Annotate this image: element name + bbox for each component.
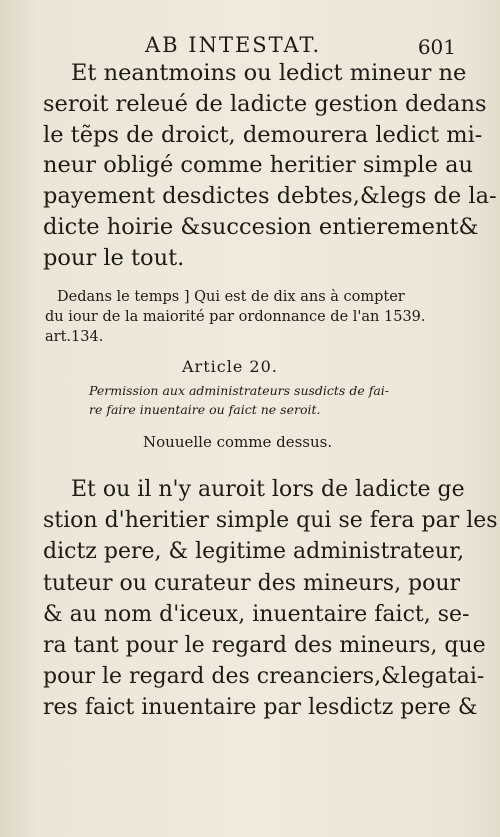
article-heading: Article 20. [182,357,278,376]
article-rubric [89,381,449,419]
text-line: pour le regard des creanciers,&legatai- [43,664,485,690]
text-line: le tẽps de droict, demourera ledict mi- [43,121,483,148]
marginal-note [45,287,465,347]
running-head: AB INTESTAT. [145,33,322,57]
text-line: stion d'heritier simple qui se fera par les [43,508,498,534]
rubric-line: re faire inuentaire ou faict ne seroit. [89,402,321,417]
text-line: & au nom d'iceux, inuentaire faict, se- [43,601,470,627]
note-line: du iour de la maiorité par ordonnance de l'an 1539. [45,309,426,325]
rubric-line: Permission aux administrateurs susdicts de fai- [89,383,389,398]
text-line: dictz pere, & legitime administrateur, [43,539,465,565]
text-line: seroit releué de ladicte gestion dedans [43,90,487,117]
text-line: Et ou il n'y auroit lors de ladicte ge [71,477,465,502]
text-line: res faict inuentaire par lesdictz pere & [43,695,478,721]
text-line: ra tant pour le regard des mineurs, que [43,633,486,659]
note-line: Dedans le temps ] Qui est de dix ans à compter [57,289,405,305]
note-line: art.134. [45,329,104,345]
paragraph-1 [43,58,497,274]
text-line: payement desdictes debtes,&legs de la- [43,183,497,210]
text-line: dicte hoirie &succesion entierement& [43,213,479,240]
article-subtitle: Nouuelle comme dessus. [143,433,333,451]
text-line: pour le tout. [43,244,185,271]
text-line: Et neantmoins ou ledict mineur ne [71,60,467,86]
paragraph-2 [43,474,498,724]
page-number: 601 [417,35,456,59]
text-line: neur obligé comme heritier simple au [43,152,473,179]
text-line: tuteur ou curateur des mineurs, pour [43,570,461,596]
page-header [145,33,456,57]
